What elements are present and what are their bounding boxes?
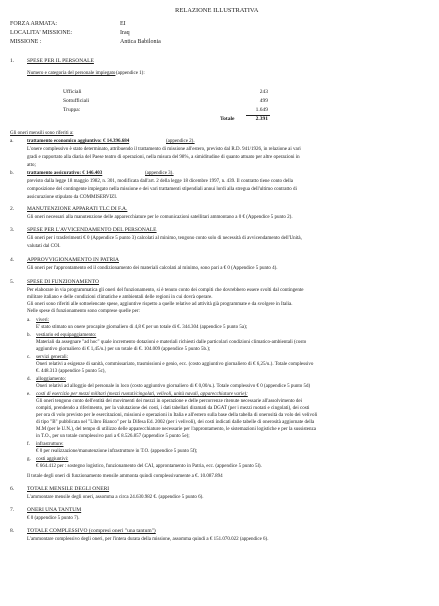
item-5a-text: E' stato stimato un onere procapite giornaliero di 4,8 € per un totale di €. 344.304 (appendice 5 punto 5a); xyxy=(36,325,248,330)
section-6-number: 6. xyxy=(10,486,15,492)
section-5-intro: Nelle spese di funzionamento sono comprese quelle per: xyxy=(27,309,140,314)
item-5g-label: g. xyxy=(27,457,31,462)
item-5e-text: M.M (per le U.N.), del tempo di utilizzo delle apparecchiature necessarie per l'approntamento, le sistemazioni logistiche e per la sussistenza xyxy=(36,427,316,432)
item-5c-title: servizi generali: xyxy=(36,355,69,360)
section-6-title: TOTALE MENSILE DEGLI ONERI xyxy=(27,486,110,492)
section-4-title: APPROVVIGIONAMENTO IN PATRIA xyxy=(27,257,119,263)
item-5g-text: € 664.412 per : sostegno logistico, funzionamento del CAI, approntamento in Patria, ecc. (appendice 5 punto 5l). xyxy=(36,464,262,469)
section-2-title: MANUTENZIONE APPARATI TLC DI F.A. xyxy=(27,206,128,212)
item-5c-text: €. 448.313 (appendice 5 punto 5c), xyxy=(36,369,106,374)
item-b-ref: (appendice 3). xyxy=(145,171,174,176)
section-5-number: 5. xyxy=(10,279,15,285)
item-5a-label: a. xyxy=(27,318,31,323)
section-8-number: 8. xyxy=(10,528,15,534)
item-5d-title: alloggiamento: xyxy=(36,377,66,382)
section-4-text: Gli oneri per l'approntamento ed il condizionamento dei materiali calcolati al minimo, sono pari a € 0 (Appendice 5 punto 4). xyxy=(27,266,278,271)
item-a-line: atto; xyxy=(27,163,36,168)
item-5d-label: d. xyxy=(27,377,31,382)
section-3-text: valutati dal COI. xyxy=(27,244,61,249)
section-2-text: Gli oneri necessari alla manutenzione delle apparecchiature per le comunicazioni satellitari ammontano a 0 € (Appendice 5 punto 2). xyxy=(27,215,293,220)
personnel-value-sottufficiali: 499 xyxy=(259,98,268,104)
section-8-text: L'ammontare complessivo degli oneri, per l'intera durata della missione, assomma quindi a € 151.070.022 (appendice 6). xyxy=(27,537,269,542)
section-7-number: 7. xyxy=(10,507,15,513)
item-5e-text: di tipo "B" pubblicata nel "Libro Bianco" per la Difesa Ed. 2002 (per i velivoli), dei costi indicati dalle tabelle di onerosità aggiornate della xyxy=(36,420,315,425)
section-5-total: Il totale degli oneri di funzionamento mensile ammonta quindi complessivamente a €. 10.087.894 xyxy=(27,474,223,479)
section-5-title: SPESE DI FUNZIONAMENTO xyxy=(27,279,100,285)
section-3-title: SPESE PER L'AVVICENDAMENTO DEL PERSONALE xyxy=(27,227,157,233)
item-5e-text: compiti, prendendo a riferimento, per la valutazione dei costi, i dati tabellari diramati da DGAT (per i mezzi ruotati e cingolati), dei costi xyxy=(36,406,310,411)
item-a-line: gradi e rapportato alla diaria del Paese teatro di operazioni, nella misura del 98%, a simiditudine di quanto attuato per altre operazioni in xyxy=(27,155,300,160)
personnel-total-value: 2.391 xyxy=(255,116,268,122)
section-4-number: 4. xyxy=(10,257,15,263)
section-5-intro: Per elaborare in via programmatica gli oneri del funzionamento, si è tenuto conto dei compiti che dovrebbero essere svolti dal contingente xyxy=(27,288,304,293)
personnel-value-truppa: 1.649 xyxy=(255,107,268,113)
personnel-label-ufficiali: Ufficiali xyxy=(63,89,82,95)
section-7-text: € 0 (appendice 5 punto 7). xyxy=(27,516,80,521)
item-5f-title: infrastrutture: xyxy=(36,442,64,447)
item-b-title: trattamento assicurativo: € 146.403 xyxy=(27,171,103,176)
oneri-intro: Gli oneri mensili sono riferiti a: xyxy=(10,131,74,136)
section-3-text: Gli oneri per i trasferimenti € 0 (Appendice 5 punto 3) calcolati al minimo, tengono conto solo di necessità di avvicendamento dell'Unità, xyxy=(27,236,302,241)
document-title: RELAZIONE ILLUSTRATIVA xyxy=(175,7,259,14)
item-b-label: b. xyxy=(10,171,14,176)
section-7-title: ONERI UNA TANTUM xyxy=(27,507,82,513)
section-5-intro: militare italiano e delle condizioni climatiche e ambientali delle regioni in cui dovrà operare. xyxy=(27,295,213,300)
personnel-total-label: Totale xyxy=(220,116,235,122)
header-value-forza-armata: EI xyxy=(120,21,126,27)
item-5c-text: Oneri relativi a esigenze di sanità, commissariato, trasmissioni e genio, ecc. (costo aggiuntivo giornaliero di € 6,25/u.). Totale complessivo xyxy=(36,362,314,367)
section-1-title: SPESE PER IL PERSONALE xyxy=(27,58,94,64)
item-5b-text: Materiali da assegnare "ad hoc" quale incremento dotazioni e materiali richiesti dalle particolari condizioni climatico-ambientali (costo xyxy=(36,340,307,345)
item-5c-label: c. xyxy=(27,355,31,360)
item-5b-text: aggiuntivo giornaliero di € 1,45/u.) per un totale di €. 104.009 (appendice 5 punto 5b.); xyxy=(36,347,211,352)
item-b-line: composizione del contingente impiegato nella missione e dei vari trattamenti stipendiali annui lordi alla stregua dell'ultimo contratto di xyxy=(27,187,297,192)
personnel-label-truppa: Truppa: xyxy=(63,107,81,113)
section-1-subtitle: Numero e categoria del personale impiegato xyxy=(27,71,116,76)
item-5e-text: Gli oneri tengono conto dell'entità dei movimenti dei mezzi in operazione e delle percorrenze ritenute necessarie all'assolvimento dei xyxy=(36,399,303,404)
section-3-number: 3. xyxy=(10,227,15,233)
item-a-title: trattamento economico aggiuntivo: € 14.396.684 xyxy=(27,139,130,144)
personnel-label-sottufficiali: Sottufficiali xyxy=(63,98,90,104)
header-value-localita: Iraq xyxy=(120,30,130,36)
section-1-number: 1. xyxy=(10,58,15,64)
item-5g-title: costi aggiuntivi: xyxy=(36,457,69,462)
personnel-value-ufficiali: 243 xyxy=(259,89,268,95)
item-5e-label: e. xyxy=(27,392,31,397)
header-label-missione: MISSIONE : xyxy=(10,39,42,45)
header-label-localita: LOCALITA' MISSIONE: xyxy=(10,30,73,36)
section-5-intro: Gli oneri sono riferiti alle sottoelencate spese, aggiuntive rispetto a quelle relative ad attività già programmate e da svolgere in Italia. xyxy=(27,302,293,307)
section-2-number: 2. xyxy=(10,206,15,212)
item-5e-title: costi di esercizio per mezzi militari (mezzi ruotati/cingolati, velivoli, unità navali, apparecchiature varie): xyxy=(36,392,248,397)
item-5d-text: Oneri relativi ad alloggio del personale in loco (costo aggiuntivo giornaliero di € 0,00/u.). Totale complessivo € 0 (appendice 5 punto 5d) xyxy=(36,384,311,389)
item-5a-title: viveri: xyxy=(36,318,50,323)
item-a-label: a. xyxy=(10,139,14,144)
header-label-forza-armata: FORZA ARMATA: xyxy=(10,21,58,27)
item-5f-text: € 0 per realizzazione/manutenzione infrastrutture in T.O. (appendice 5 punto 5f); xyxy=(36,449,198,454)
item-5b-label: b. xyxy=(27,333,31,338)
section-8-title: TOTALE COMPLESSIVO (compresi oneri "una tantum") xyxy=(27,528,156,534)
section-1-subtitle-ref: (appendice 1): xyxy=(116,71,145,76)
item-5e-text: in T.O., per un totale complessivo pari a € 8.526.857 (appendice 5 punto 5e); xyxy=(36,434,190,439)
item-5e-text: per ora di volo previsto per le esercitazioni, missioni e operazioni in Italia e all'estero sulla base della tabella di onerosità da volo dei velivoli xyxy=(36,413,318,418)
item-b-line: previsto dalla legge 18 maggio 1982, n. 301, modificata dall'art. 2 della legge 18 dicembre 1997, n. 439. Il contratto tiene conto della xyxy=(27,179,293,184)
item-a-ref: (appendice 2). xyxy=(166,139,195,144)
item-5b-title: vestiario ed equipaggiamento: xyxy=(36,333,97,338)
item-a-line: L'onere complessivo è stato determinato, attribuendo il trattamento di missione all'estero, previsto dal R.D. 941/1926, in relazione ai vari xyxy=(27,147,301,152)
item-5f-label: f. xyxy=(27,442,30,447)
section-6-text: L'ammontare mensile degli oneri, assomma a circa 24.630.982 €. (appendice 5 punto 6). xyxy=(27,495,204,500)
header-value-missione: Antica Babilonia xyxy=(120,39,161,45)
item-b-line: assicurazione stipulato da COMMISERVIZI. xyxy=(27,195,118,200)
